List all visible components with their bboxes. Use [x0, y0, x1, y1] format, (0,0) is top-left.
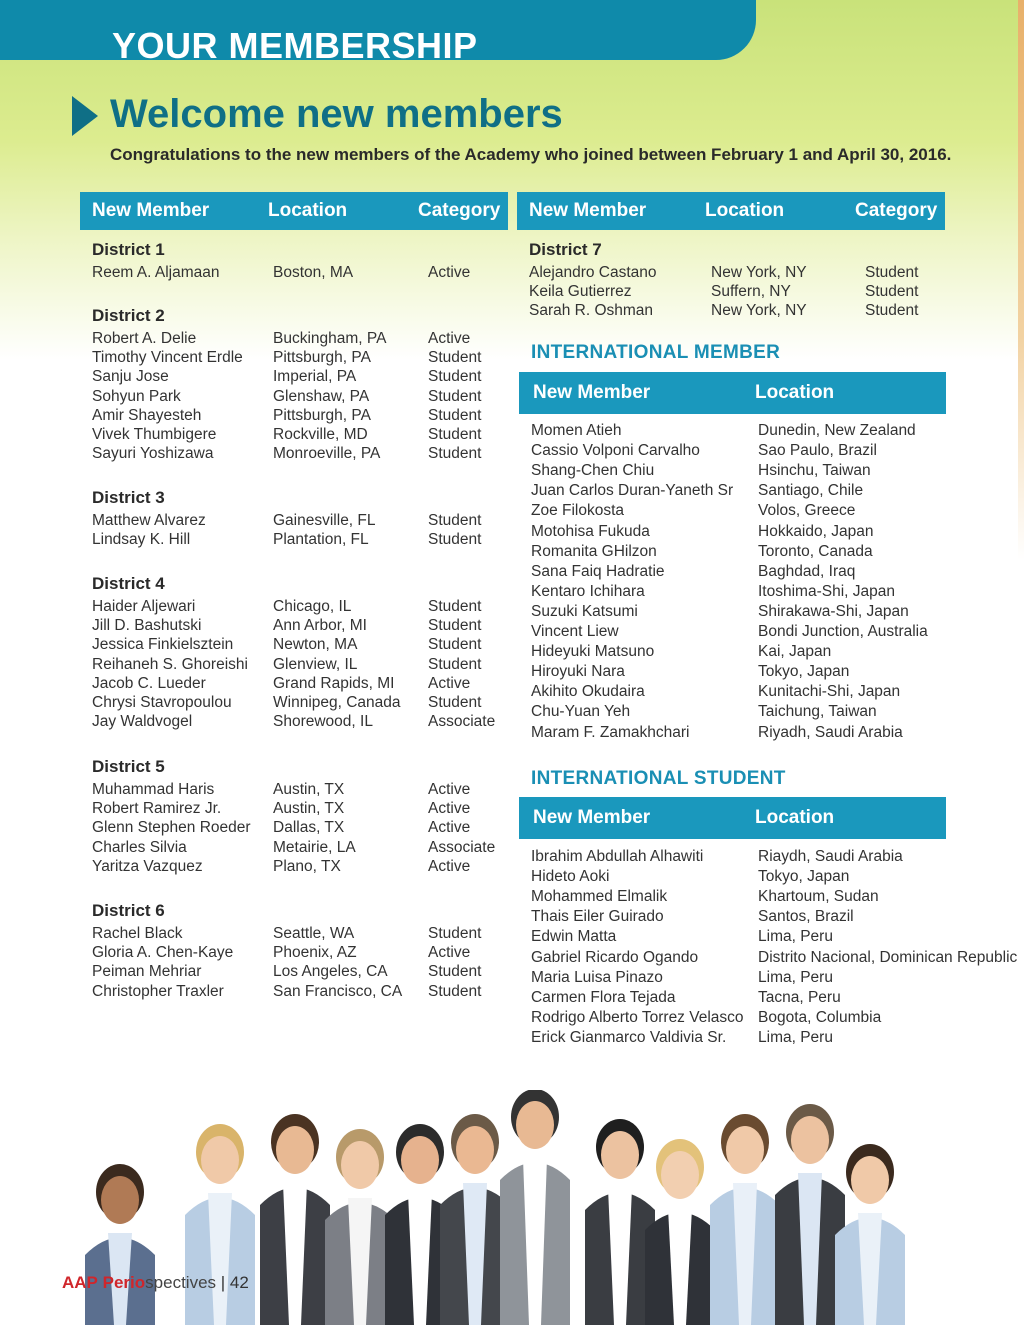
- col-location: Location: [755, 382, 835, 403]
- col-new-member: New Member: [92, 200, 210, 221]
- right-table-header: [517, 192, 945, 230]
- member-name: Thais Eiler Guirado: [531, 908, 664, 926]
- col-location: Location: [755, 807, 835, 828]
- member-location: Shorewood, IL: [273, 713, 373, 731]
- col-new-member: New Member: [533, 807, 651, 828]
- person-figure: [645, 1139, 715, 1325]
- member-name: Sana Faiq Hadratie: [531, 562, 665, 580]
- member-category: Student: [428, 426, 482, 443]
- member-location: Pittsburgh, PA: [273, 349, 371, 367]
- member-category: Student: [428, 982, 482, 1000]
- member-location: Riyadh, Saudi Arabia: [758, 723, 903, 741]
- member-name: Hideto Aoki: [531, 868, 610, 886]
- member-name: Erick Gianmarco Valdivia Sr.: [531, 1028, 727, 1046]
- member-name: Sohyun Park: [92, 387, 181, 405]
- member-location: Hsinchu, Taiwan: [758, 462, 871, 480]
- person-figure: [585, 1119, 655, 1325]
- page-edge-decoration: [1018, 0, 1024, 560]
- member-name: Timothy Vincent Erdle: [92, 349, 243, 367]
- member-name: Lindsay K. Hill: [92, 531, 191, 549]
- member-category: Student: [428, 963, 482, 981]
- member-name: Romanita GHilzon: [531, 542, 657, 560]
- member-location: Bondi Junction, Australia: [758, 623, 928, 640]
- person-figure: [835, 1144, 905, 1325]
- member-name: Christopher Traxler: [92, 982, 224, 1000]
- footer-pub-b: spectives: [145, 1273, 217, 1292]
- person-figure: [775, 1104, 845, 1325]
- member-name: Chu-Yuan Yeh: [531, 703, 631, 721]
- member-category: Student: [428, 445, 482, 463]
- member-location: Tokyo, Japan: [758, 868, 850, 886]
- member-name: Akihito Okudaira: [531, 683, 645, 701]
- district-heading: District 4: [92, 574, 165, 593]
- member-category: Student: [428, 512, 482, 529]
- person-figure: [500, 1090, 570, 1325]
- member-name: Cassio Volponi Carvalho: [531, 442, 700, 460]
- member-location: Itoshima-Shi, Japan: [758, 582, 895, 600]
- member-name: Yaritza Vazquez: [92, 857, 203, 875]
- international-member-header: [519, 372, 946, 414]
- international-student-title: INTERNATIONAL STUDENT: [531, 768, 786, 789]
- member-name: Haider Aljewari: [92, 598, 196, 615]
- member-location: Santiago, Chile: [758, 482, 864, 500]
- member-category: Student: [428, 636, 482, 654]
- member-location: Buckingham, PA: [273, 330, 387, 347]
- person-figure: [185, 1124, 255, 1325]
- member-category: Student: [428, 349, 482, 367]
- member-category: Associate: [428, 713, 496, 731]
- page-subtitle: Congratulations to the new members of the Academy who joined between February 1 and April 30, 2016.: [110, 145, 952, 164]
- international-student-header: [519, 797, 946, 839]
- member-location: New York, NY: [711, 264, 807, 281]
- member-location: Imperial, PA: [273, 368, 357, 386]
- person-figure: [710, 1114, 780, 1325]
- member-name: Shang-Chen Chiu: [531, 462, 655, 480]
- member-name: Reihaneh S. Ghoreishi: [92, 655, 248, 673]
- col-category: Category: [855, 200, 938, 221]
- member-name: Gloria A. Chen-Kaye: [92, 944, 234, 962]
- member-category: Student: [428, 694, 482, 711]
- member-category: Student: [428, 617, 482, 635]
- member-name: Sarah R. Oshman: [529, 302, 654, 320]
- member-location: Boston, MA: [273, 264, 354, 281]
- footer-brand: AAP: [62, 1273, 98, 1292]
- member-location: Austin, TX: [273, 800, 345, 818]
- person-figure: [325, 1129, 395, 1325]
- member-location: Newton, MA: [273, 636, 358, 654]
- member-location: Kunitachi-Shi, Japan: [758, 683, 901, 701]
- member-location: Lima, Peru: [758, 968, 833, 986]
- member-category: Student: [865, 264, 919, 281]
- col-category: Category: [418, 200, 501, 221]
- member-location: Los Angeles, CA: [273, 963, 388, 981]
- district-heading: District 2: [92, 306, 165, 325]
- member-location: Dallas, TX: [273, 819, 345, 837]
- member-location: New York, NY: [711, 302, 807, 320]
- member-location: Phoenix, AZ: [273, 944, 357, 962]
- member-location: Tacna, Peru: [758, 988, 841, 1006]
- member-category: Student: [428, 598, 482, 615]
- member-name: Jay Waldvogel: [92, 713, 193, 731]
- section-label: YOUR MEMBERSHIP: [112, 25, 478, 60]
- member-name: Suzuki Katsumi: [531, 602, 638, 620]
- person-figure: [440, 1114, 510, 1325]
- member-location: Volos, Greece: [758, 502, 856, 520]
- member-name: Peiman Mehriar: [92, 963, 202, 981]
- arrow-right-icon: [72, 96, 98, 136]
- member-location: Glenview, IL: [273, 655, 358, 673]
- member-location: Monroeville, PA: [273, 445, 381, 463]
- member-category: Student: [428, 531, 482, 549]
- member-category: Active: [428, 944, 471, 962]
- member-location: Bogota, Columbia: [758, 1008, 882, 1026]
- member-name: Jill D. Bashutski: [92, 617, 202, 635]
- member-category: Active: [428, 857, 471, 875]
- person-figure: [260, 1114, 330, 1325]
- member-location: Kai, Japan: [758, 643, 832, 661]
- district-heading: District 6: [92, 901, 165, 920]
- member-category: Active: [428, 330, 471, 347]
- member-name: Chrysi Stavropoulou: [92, 694, 232, 711]
- footer-pub-a: Perio: [102, 1273, 146, 1292]
- member-category: Student: [428, 925, 482, 942]
- member-name: Hiroyuki Nara: [531, 663, 625, 681]
- member-location: Winnipeg, Canada: [273, 694, 401, 711]
- member-name: Keila Gutierrez: [529, 283, 632, 301]
- member-location: Pittsburgh, PA: [273, 406, 371, 424]
- member-category: Associate: [428, 838, 496, 856]
- member-name: Motohisa Fukuda: [531, 522, 650, 540]
- district-heading: District 7: [529, 240, 602, 259]
- member-name: Charles Silvia: [92, 838, 187, 856]
- member-name: Vincent Liew: [531, 623, 619, 640]
- member-location: Distrito Nacional, Dominican Republic: [758, 948, 1018, 966]
- member-name: Amir Shayesteh: [92, 406, 202, 424]
- member-location: Glenshaw, PA: [273, 387, 370, 405]
- member-location: Shirakawa-Shi, Japan: [758, 602, 909, 620]
- member-name: Matthew Alvarez: [92, 512, 206, 529]
- member-name: Kentaro Ichihara: [531, 582, 645, 600]
- member-category: Student: [428, 387, 482, 405]
- member-category: Active: [428, 674, 471, 692]
- member-location: San Francisco, CA: [273, 982, 403, 1000]
- member-name: Momen Atieh: [531, 422, 622, 439]
- member-location: Baghdad, Iraq: [758, 562, 856, 580]
- member-location: Suffern, NY: [711, 283, 791, 301]
- page-number: | 42: [220, 1273, 249, 1292]
- member-name: Sanju Jose: [92, 368, 169, 386]
- left-table-header: [80, 192, 508, 230]
- member-location: Santos, Brazil: [758, 908, 854, 926]
- member-category: Active: [428, 781, 471, 798]
- international-member-title: INTERNATIONAL MEMBER: [531, 342, 781, 363]
- member-name: Maram F. Zamakhchari: [531, 723, 690, 741]
- member-location: Hokkaido, Japan: [758, 522, 874, 540]
- member-name: Vivek Thumbigere: [92, 426, 217, 443]
- member-category: Student: [865, 302, 919, 320]
- member-location: Chicago, IL: [273, 598, 352, 615]
- member-category: Active: [428, 819, 471, 837]
- member-name: Robert A. Delie: [92, 330, 197, 347]
- member-name: Rodrigo Alberto Torrez Velasco: [531, 1008, 744, 1026]
- member-location: Toronto, Canada: [758, 542, 873, 560]
- member-location: Plano, TX: [273, 857, 341, 875]
- member-location: Rockville, MD: [273, 426, 368, 443]
- district-heading: District 3: [92, 488, 165, 507]
- member-category: Student: [428, 368, 482, 386]
- member-location: Austin, TX: [273, 781, 345, 798]
- district-heading: District 1: [92, 240, 165, 259]
- member-name: Edwin Matta: [531, 928, 617, 946]
- member-location: Gainesville, FL: [273, 512, 376, 529]
- member-location: Khartoum, Sudan: [758, 888, 879, 906]
- member-location: Dunedin, New Zealand: [758, 422, 916, 439]
- member-location: Sao Paulo, Brazil: [758, 442, 877, 460]
- col-new-member: New Member: [533, 382, 651, 403]
- member-location: Ann Arbor, MI: [273, 617, 367, 635]
- footer: [62, 1273, 249, 1293]
- col-location: Location: [705, 200, 785, 221]
- member-location: Lima, Peru: [758, 928, 833, 946]
- member-location: Tokyo, Japan: [758, 663, 850, 681]
- member-name: Maria Luisa Pinazo: [531, 968, 663, 986]
- member-category: Active: [428, 264, 471, 281]
- member-category: Active: [428, 800, 471, 818]
- member-category: Student: [865, 283, 919, 301]
- member-name: Alejandro Castano: [529, 264, 657, 281]
- member-location: Seattle, WA: [273, 925, 355, 942]
- district-heading: District 5: [92, 757, 165, 776]
- member-name: Reem A. Aljamaan: [92, 264, 220, 281]
- member-category: Student: [428, 406, 482, 424]
- member-location: Taichung, Taiwan: [758, 703, 877, 721]
- member-name: Ibrahim Abdullah Alhawiti: [531, 848, 704, 865]
- page-title: Welcome new members: [110, 92, 563, 136]
- member-name: Muhammad Haris: [92, 781, 215, 798]
- member-location: Metairie, LA: [273, 838, 356, 856]
- person-figure: [85, 1164, 155, 1325]
- member-name: Carmen Flora Tejada: [531, 988, 676, 1006]
- member-location: Plantation, FL: [273, 531, 369, 549]
- member-name: Gabriel Ricardo Ogando: [531, 948, 699, 966]
- member-name: Hideyuki Matsuno: [531, 643, 655, 661]
- member-category: Student: [428, 655, 482, 673]
- section-banner: [0, 0, 756, 60]
- member-location: Grand Rapids, MI: [273, 674, 395, 692]
- member-name: Juan Carlos Duran-Yaneth Sr: [531, 482, 734, 500]
- member-location: Lima, Peru: [758, 1028, 833, 1046]
- member-name: Mohammed Elmalik: [531, 888, 668, 906]
- member-name: Sayuri Yoshizawa: [92, 445, 214, 463]
- member-location: Riaydh, Saudi Arabia: [758, 848, 903, 865]
- member-name: Rachel Black: [92, 925, 183, 942]
- member-name: Jacob C. Lueder: [92, 674, 206, 692]
- member-name: Glenn Stephen Roeder: [92, 819, 251, 837]
- member-name: Robert Ramirez Jr.: [92, 800, 222, 818]
- member-name: Zoe Filokosta: [531, 502, 625, 520]
- member-name: Jessica Finkielsztein: [92, 636, 234, 654]
- col-new-member: New Member: [529, 200, 647, 221]
- col-location: Location: [268, 200, 348, 221]
